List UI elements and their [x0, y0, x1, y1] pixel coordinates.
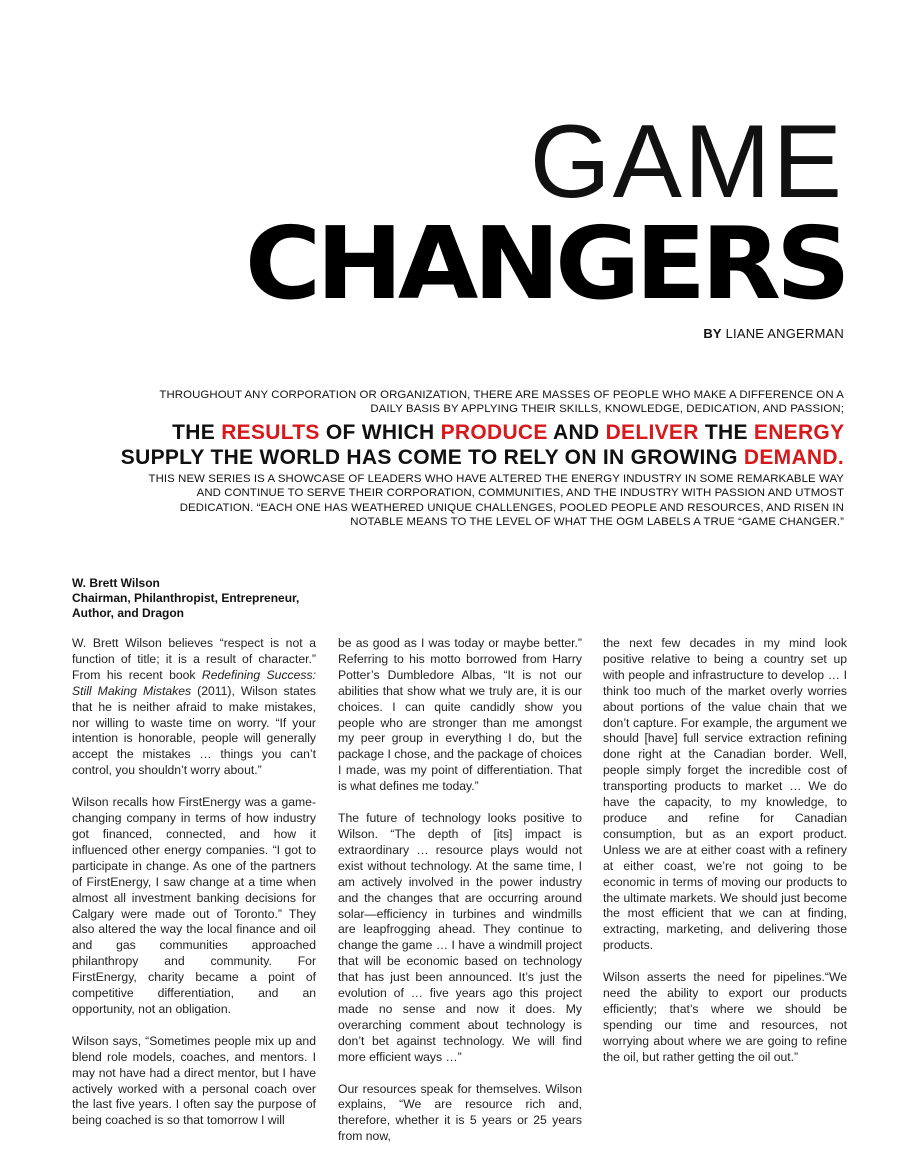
body-paragraph: Wilson recalls how FirstEnergy was a game-changing company in terms of how industry got financed, connected, and how it influenced other energy companies. “I got to participate in change. As one of the partners of FirstEnergy, I saw change at a time when almost all investment banking decisions for Calgary were made out of Toronto.” They also altered the way the local finance and oil and gas communities approached philanthropy and community. For FirstEnergy, charity became a point of competitive differentiation, and an opportunity, not an obligation.	[72, 795, 316, 1016]
pull-quote	[84, 420, 844, 470]
pull-text: AND	[547, 421, 606, 444]
body-paragraph: Wilson asserts the need for pipelines.“We need the ability to export our products efficiently; that’s where we should be spending our time and resources, not worrying about where we are going to refine the oil, but rather getting the oil out.”	[603, 970, 847, 1064]
pull-highlight-energy: ENERGY	[753, 421, 844, 444]
intro-paragraph-2: THIS NEW SERIES IS A SHOWCASE OF LEADERS WHO HAVE ALTERED THE ENERGY INDUSTRY IN SOME REMARKABLE WAY AND CONTINUE TO SERVE THEIR CORPORATION, COMMUNITIES, AND THE INDUSTRY WITH PASSION AND UTMOST DEDICATION. “EACH ONE HAS WEATHERED UNIQUE CHALLENGES, POOLED PEOPLE AND RESOURCES, AND RISEN IN NOTABLE MEANS TO THE LEVEL OF WHAT THE OGM LABELS A TRUE “GAME CHANGER.”	[148, 473, 844, 529]
body-text: (2011), Wilson states that he is neither afraid to make mistakes, nor willing to waste time on worry. “If your intention is honorable, people will generally accept the mistakes … things you can’t control, you shouldn’t worry about.”	[72, 683, 316, 778]
body-column-3	[603, 636, 847, 1082]
body-paragraph: Wilson says, “Sometimes people mix up and blend role models, coaches, and mentors. I may not have had a direct mentor, but I have actively worked with a personal coach over the last five years. I often say the purpose of being coached is so that tomorrow I will	[72, 1033, 316, 1128]
body-column-1	[72, 636, 316, 1145]
pull-highlight-demand: DEMAND.	[743, 446, 844, 469]
profile-name: W. Brett Wilson	[72, 576, 160, 590]
pull-text: THE	[172, 421, 222, 444]
byline-prefix: BY	[703, 326, 722, 341]
pull-highlight-results: RESULTS	[221, 421, 320, 444]
title-line-changers: CHANGERS	[245, 205, 846, 322]
body-paragraph	[72, 636, 316, 779]
byline	[703, 326, 844, 341]
body-paragraph: be as good as I was today or maybe better.” Referring to his motto borrowed from Harry Potter’s Dumbledore Albas, “It is not our abilities that show what we truly are, it is our choices. I can quite candidly show you people who are stronger than me amongst my peer group in everything I do, but the package I chose, and the package of choices I made, was my point of differentiation. That is what defines me today.”	[338, 636, 582, 794]
pull-highlight-produce: PRODUCE	[440, 421, 548, 444]
body-paragraph: Our resources speak for themselves. Wilson explains, “We are resource rich and, therefore, whether it is 5 years or 25 years from now,	[338, 1081, 582, 1144]
profile-role: Chairman, Philanthropist, Entrepreneur, Author, and Dragon	[72, 591, 300, 620]
body-column-2	[338, 636, 582, 1161]
book-title: Redefining Success: Still Making Mistakes	[72, 667, 317, 698]
pull-text: OF WHICH	[319, 421, 441, 444]
pull-text: THE	[698, 421, 754, 444]
title-line-game: GAME	[529, 104, 844, 220]
pull-text: SUPPLY THE WORLD HAS COME TO RELY ON IN GROWING	[120, 446, 744, 469]
pull-highlight-deliver: DELIVER	[605, 421, 699, 444]
body-paragraph: The future of technology looks positive to Wilson. “The depth of [its] impact is extraordinary … resource plays would not exist without technology. At the same time, I am actively involved in the power industry and the changes that are occurring around solar—efficiency in turbines and windmills are leapfrogging ahead. They continue to change the game … I have a windmill project that will be economic based on technology that has just been announced. It’s just the evolution of … five years ago this project made no sense and now it does. My overarching comment about technology is don’t bet against technology. We will find more efficient ways …”	[338, 811, 582, 1064]
body-paragraph: the next few decades in my mind look positive relative to being a country set up with people and infrastructure to develop … I think too much of the market overly worries about portions of the value chain that we don’t capture. For example, the argument we should [have] full service extraction refining done right at the Canadian border. Well, people simply forget the incredible cost of transporting products to market … We do have the capacity, to my knowledge, to produce and refine for Canadian consumption, but as an export product. Unless we are at either coast with a refinery at either coast, we’re not going to be economic in terms of moving our products to the ultimate markets. We should just become the most efficient that we can at finding, extracting, marketing, and delivering those products.	[603, 636, 847, 953]
profile-heading	[72, 576, 312, 621]
byline-author: LIANE ANGERMAN	[725, 326, 844, 341]
body-text: W. Brett Wilson believes “respect is not a function of title; it is a result of character.” From his recent book	[72, 636, 316, 682]
intro-paragraph-1: THROUGHOUT ANY CORPORATION OR ORGANIZATION, THERE ARE MASSES OF PEOPLE WHO MAKE A DIFFERENCE ON A DAILY BASIS BY APPLYING THEIR SKILLS, KNOWLEDGE, DEDICATION, AND PASSION;	[159, 389, 844, 416]
